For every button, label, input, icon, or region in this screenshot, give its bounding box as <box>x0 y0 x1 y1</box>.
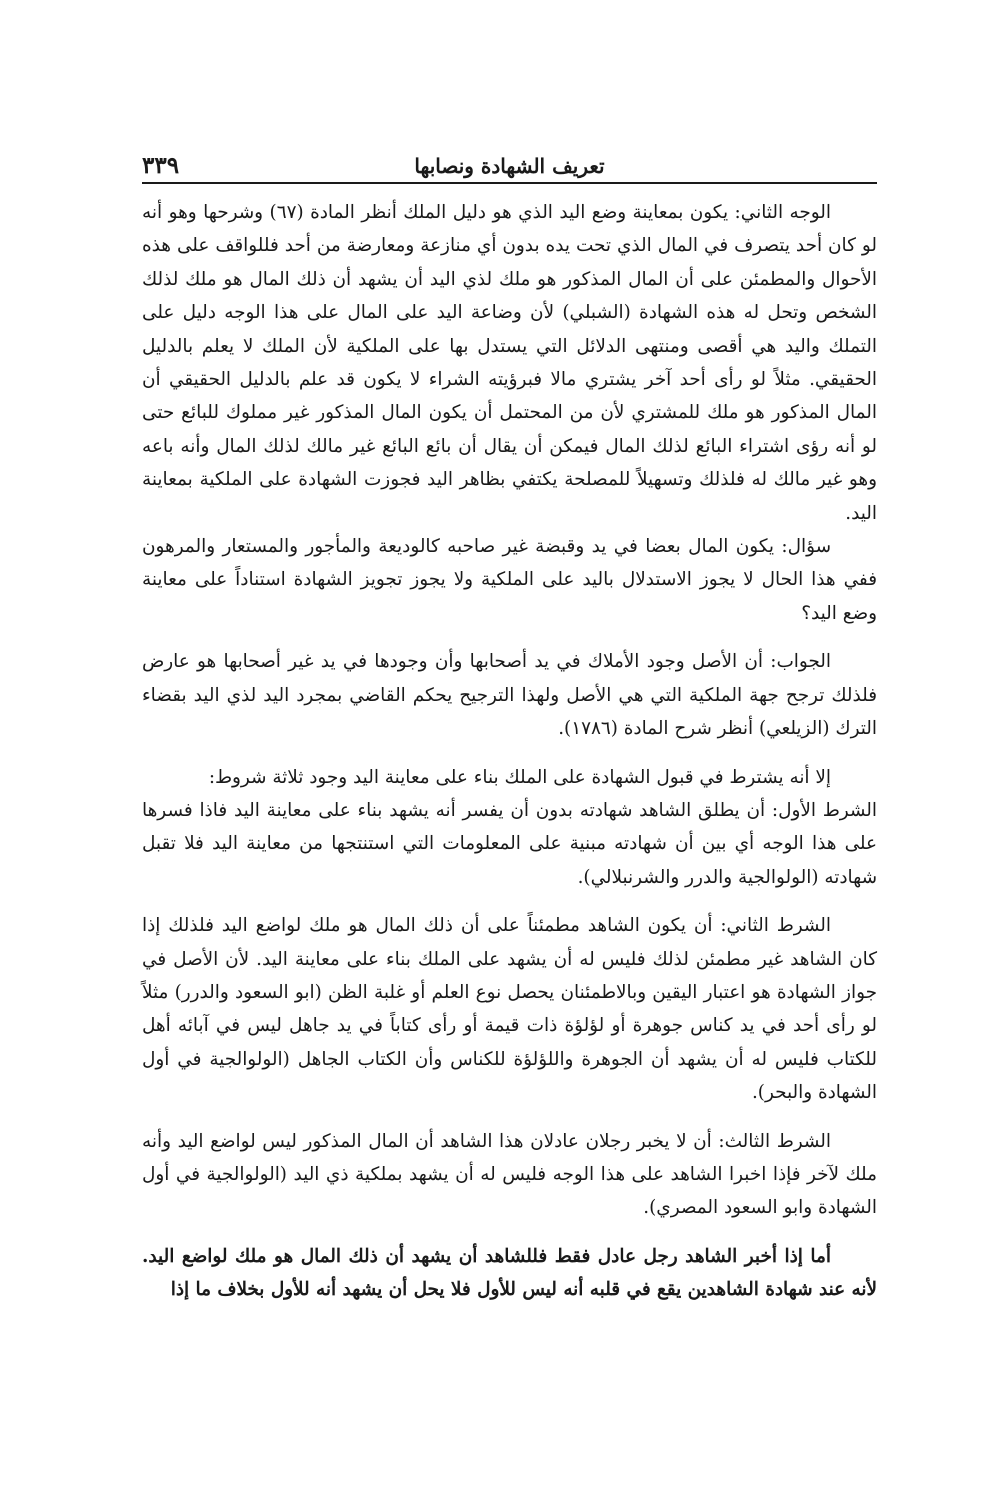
paragraph-answer: الجواب: أن الأصل وجود الأملاك في يد أصحابها وأن وجودها في يد غير أصحابها هو عارض فلذلك ترجح جهة الملكية التي هي الأصل ولهذا الترجيح يحكم القاضي بمجرد اليد لذي اليد بقضاء الترك (الزيلعي) أنظر شرح المادة (١٧٨٦). <box>142 651 877 740</box>
page-number: ٣٣٩ <box>142 152 180 179</box>
paragraph-first-condition: الشرط الأول: أن يطلق الشاهد شهادته بدون أن يفسر أنه يشهد بناء على معاينة اليد فاذا فسرها على هذا الوجه أي بين أن شهادته مبنية على المعلومات التي استنتجها من معاينة اليد فلا تقبل شهادته (الولوالجية والدرر والشرنبلالي). <box>142 799 877 888</box>
paragraph-single-witness: أما إذا أخبر الشاهد رجل عادل فقط فللشاهد أن يشهد أن ذلك المال هو ملك لواضع اليد. لأنه عند شهادة الشاهدين يقع في قلبه أنه ليس للأول فلا يحل أن يشهد أنه للأول بخلاف ما إذا <box>142 1245 877 1301</box>
running-title: تعريف الشهادة ونصابها <box>414 154 605 178</box>
paragraph-question: سؤال: يكون المال بعضا في يد وقبضة غير صاحبه كالوديعة والمأجور والمستعار والمرهون ففي هذا الحال لا يجوز الاستدلال باليد على الملكية ولا يجوز تجويز الشهادة استناداً على معاينة وضع اليد؟ <box>142 536 877 624</box>
body-text <box>142 196 877 1307</box>
paragraph-third-condition: الشرط الثالث: أن لا يخبر رجلان عادلان هذا الشاهد أن المال المذكور ليس لواضع اليد وأنه ملك لآخر فإذا اخبرا الشاهد على هذا الوجه فليس له أن يشهد بملكية ذي اليد (الولوالجية في أول الشهادة وابو السعود المصري). <box>142 1130 877 1219</box>
paragraph-conditions-intro: إلا أنه يشترط في قبول الشهادة على الملك بناء على معاينة اليد وجود ثلاثة شروط: <box>208 766 831 788</box>
paragraph-second-aspect: الوجه الثاني: يكون بمعاينة وضع اليد الذي هو دليل الملك أنظر المادة (٦٧) وشرحها وهو أنه لو كان أحد يتصرف في المال الذي تحت يده بدون أي منازعة ومعارضة من أحد فللواقف على هذه الأحوال والمطمئن على أن المال المذكور هو ملك لذي اليد أن يشهد أن ذلك المال هو ملك لذلك الشخص وتحل له هذه الشهادة (الشبلي) لأن وضاعة اليد على المال على هذا الوجه دليل على التملك واليد هي أقصى ومنتهى الدلائل التي يستدل بها على الملكية لأن الملك لا يعلم بالدليل الحقيقي. مثلاً لو رأى أحد آخر يشتري مالا فبرؤيته الشراء لا يكون قد علم بالدليل الحقيقي أن المال المذكور هو ملك للمشتري لأن من المحتمل أن يكون المال المذكور غير مملوك للبائع حتى لو أنه رؤى اشتراء البائع لذلك المال فيمكن أن يقال أن بائع البائع غير مالك لذلك المال وأنه باعه وهو غير مالك له فلذلك وتسهيلاً للمصلحة يكتفي بظاهر اليد فجوزت الشهادة على الملكية بمعاينة اليد. <box>142 202 877 524</box>
book-page <box>142 150 877 1307</box>
paragraph-second-condition: الشرط الثاني: أن يكون الشاهد مطمئناً على أن ذلك المال هو ملك لواضع اليد فلذلك إذا كان الشاهد غير مطمئن لذلك فليس له أن يشهد على الملك بناء على معاينة اليد. لأن الأصل في جواز الشهادة هو اعتبار اليقين وبالاطمئنان يحصل نوع العلم أو غلبة الظن (ابو السعود والدرر) مثلاً لو رأى أحد في يد كناس جوهرة أو لؤلؤة ذات قيمة أو رأى كتاباً في يد جاهل ليس في آبائه أهل للكتاب فليس له أن يشهد أن الجوهرة واللؤلؤة للكناس وأن الكتاب الجاهل (الولوالجية في أول الشهادة والبحر). <box>142 915 877 1104</box>
page-header <box>142 150 877 184</box>
